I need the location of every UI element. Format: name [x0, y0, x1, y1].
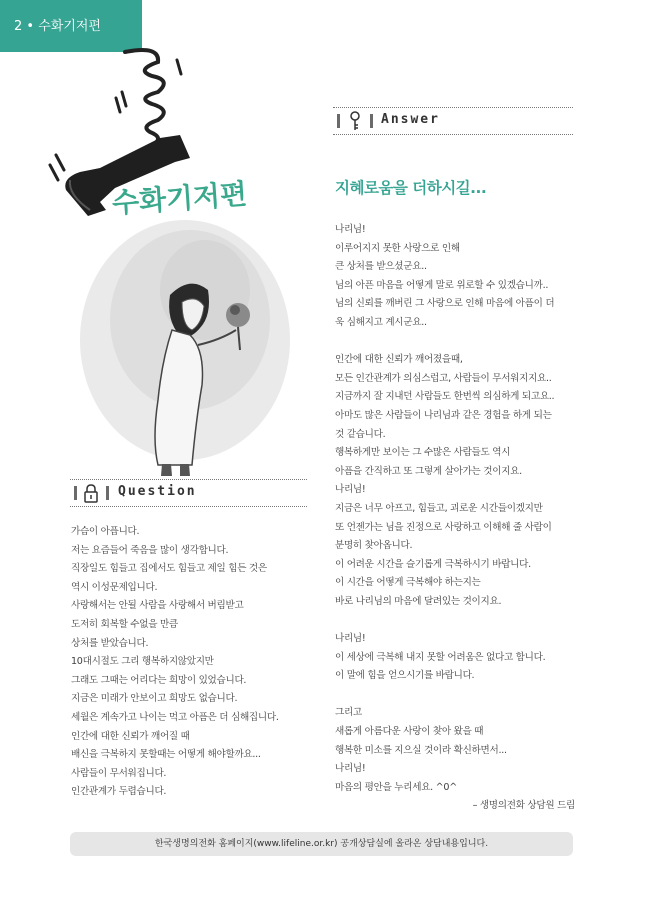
- lock-icon: [83, 483, 99, 503]
- question-line: 가슴이 아픕니다.: [71, 526, 140, 537]
- question-line: 인간관계가 두렵습니다.: [71, 786, 167, 798]
- question-line: 사람들이 무서워집니다.: [71, 767, 167, 779]
- question-line: 저는 요즘들어 죽음을 많이 생각합니다.: [71, 544, 229, 556]
- divider-bar: [106, 486, 109, 500]
- answer-line: 이 말에 힘을 얻으시기를 바랍니다.: [335, 670, 475, 682]
- answer-line: 나리님!: [335, 633, 366, 645]
- section-tab-label: 2 • 수화기저편: [14, 19, 101, 34]
- divider-bar: [74, 486, 77, 500]
- question-line: 상처를 받았습니다.: [71, 637, 149, 649]
- question-section-header: [70, 479, 307, 507]
- footer-note: 한국생명의전화 홈페이지(www.lifeline.or.kr) 공개상담실에 올라온 상담내용입니다.: [70, 832, 573, 856]
- paragraph-gap: [335, 333, 575, 352]
- question-line: 직장일도 힘들고 집에서도 힘들고 제일 힘든 것은: [71, 563, 267, 575]
- divider-bar: [370, 114, 373, 128]
- answer-line: 아마도 많은 사람들이 나리님과 같은 경험을 하게 되는: [335, 409, 552, 421]
- phone-cord-icon: [125, 50, 164, 145]
- answer-section-header: [333, 107, 573, 135]
- answer-line: 아픔을 간직하고 또 그렇게 살아가는 것이지요.: [335, 465, 522, 477]
- title-art-text: 수화기저편: [110, 177, 249, 220]
- answer-line: 것 같습니다.: [335, 428, 386, 440]
- question-line: 지금은 미래가 안보이고 희망도 없습니다.: [71, 693, 238, 705]
- question-line: 인간에 대한 신뢰가 깨어질 때: [71, 730, 190, 742]
- answer-line: 큰 상처를 받으셨군요..: [335, 261, 427, 273]
- question-label: Question: [118, 484, 197, 499]
- question-line: 역시 이성문제입니다.: [71, 581, 158, 593]
- paragraph-gap: [335, 686, 575, 705]
- title-illustration: [40, 40, 300, 480]
- answer-body: [335, 221, 575, 816]
- question-line: 세월은 계속가고 나이는 먹고 아픔은 더 심해집니다.: [71, 711, 279, 723]
- answer-line: 나리님!: [335, 484, 366, 496]
- answer-line: 그리고: [335, 707, 362, 719]
- paragraph-gap: [335, 611, 575, 630]
- answer-label: Answer: [381, 112, 440, 127]
- answer-line: 또 언젠가는 님을 진정으로 사랑하고 이해해 줄 사람이: [335, 521, 552, 533]
- question-line: 배신을 극복하지 못할때는 어떻게 해야할까요...: [71, 749, 261, 761]
- answer-line: 바로 나리님의 마음에 달려있는 것이지요.: [335, 595, 502, 607]
- question-body: [71, 523, 303, 802]
- answer-line: 모든 인간관계가 의심스럽고, 사람들이 무서워지지요..: [335, 372, 552, 384]
- answer-line: 님의 아픈 마음을 어떻게 말로 위로할 수 있겠습니까..: [335, 279, 549, 291]
- answer-line: 이 시간을 어떻게 극복해야 하는지는: [335, 577, 481, 589]
- answer-line: 인간에 대한 신뢰가 깨어졌을때,: [335, 354, 463, 366]
- question-line: 10대시절도 그리 행복하지않았지만: [71, 656, 214, 668]
- answer-line: 지금은 너무 아프고, 힘들고, 괴로운 시간들이겠지만: [335, 502, 543, 514]
- answer-line: 님의 신뢰를 깨버린 그 사랑으로 인해 마음에 아픔이 더: [335, 298, 555, 310]
- answer-line: 새롭게 아름다운 사랑이 찾아 왔을 때: [335, 726, 484, 738]
- question-line: 도저히 회복할 수없을 만큼: [71, 618, 178, 630]
- answer-line: 행복한 미소를 지으실 것이라 확신하면서...: [335, 744, 507, 756]
- answer-signature: – 생명의전화 상담원 드림: [472, 800, 575, 812]
- answer-line: 행복하게만 보이는 그 수많은 사람들도 역시: [335, 447, 511, 459]
- answer-line: 지금까지 잘 지내던 사람들도 한번씩 의심하게 되고요..: [335, 391, 555, 403]
- answer-line: 이 어려운 시간을 슬기롭게 극복하시기 바랍니다.: [335, 558, 531, 570]
- answer-line: 분명히 찾아옵니다.: [335, 540, 413, 552]
- question-line: 그래도 그때는 어리다는 희망이 있었습니다.: [71, 674, 247, 686]
- answer-line: 나리님!: [335, 763, 366, 775]
- answer-line: 마음의 평안을 누리세요. ^0^: [335, 781, 457, 793]
- question-line: 사랑해서는 안될 사람을 사랑해서 버림받고: [71, 600, 244, 612]
- key-icon: [347, 111, 363, 131]
- answer-line: 이루어지지 못한 사랑으로 인해: [335, 242, 460, 254]
- answer-title: 지혜로움을 더하시길...: [335, 179, 487, 197]
- answer-line: 나리님!: [335, 224, 366, 235]
- answer-line: 이 세상에 극복해 내지 못할 어려움은 없다고 합니다.: [335, 651, 546, 663]
- divider-bar: [337, 114, 340, 128]
- answer-line: 욱 심해지고 계시군요..: [335, 316, 427, 328]
